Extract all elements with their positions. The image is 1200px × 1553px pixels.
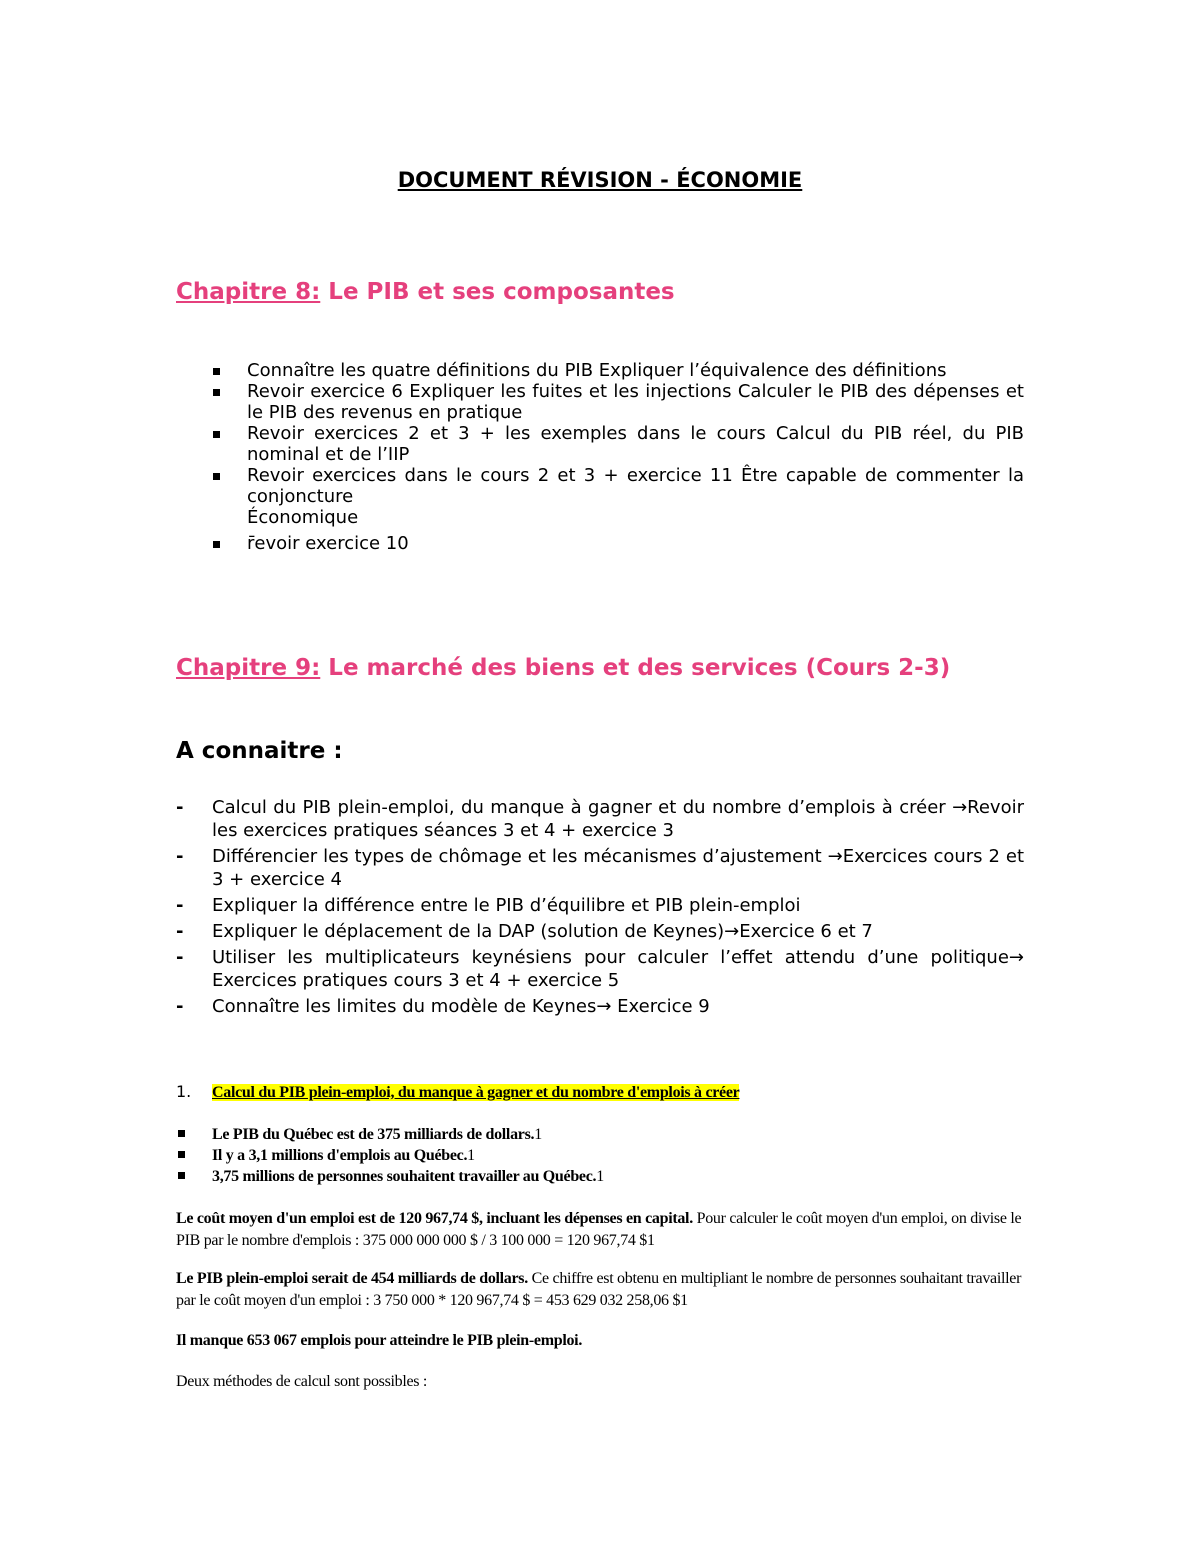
square-bullet-icon (213, 541, 220, 548)
to-know-heading: A connaitre : (176, 738, 343, 764)
dash-bullet-icon: - (176, 846, 184, 867)
square-bullet-icon (178, 1151, 185, 1158)
chapter-8-number: Chapitre 8: (176, 279, 321, 305)
list-item: - Expliquer la différence entre le PIB d’équilibre et PIB plein-emploi (176, 895, 801, 916)
section-number: 1. (176, 1082, 192, 1101)
highlighted-heading: Calcul du PIB plein-emploi, du manque à gagner et du nombre d'emplois à créer (212, 1084, 740, 1101)
square-bullet-icon (213, 431, 220, 438)
square-bullet-icon (213, 368, 220, 375)
dash-bullet-icon: - (176, 921, 184, 942)
list-item: Revoir exercices dans le cours 2 et 3 + exercice 11 Être capable de commenter la conjoncture Économique (212, 465, 1024, 528)
list-item: - Différencier les types de chômage et les mécanismes d’ajustement →Exercices cours 2 et 3 + exercice 4 (176, 846, 1024, 890)
square-bullet-icon (213, 473, 220, 480)
dash-bullet-icon: - (176, 797, 184, 818)
list-item: Revoir exercices 2 et 3 + les exemples dans le cours Calcul du PIB réel, du PIB nominal et de l’IIP (212, 423, 1024, 465)
square-bullet-icon (178, 1130, 185, 1137)
chapter-9-number: Chapitre 9: (176, 655, 321, 681)
dash-bullet-icon: - (176, 947, 184, 968)
chapter-8-list (212, 360, 1024, 554)
paragraph-cost-per-job: Le coût moyen d'un emploi est de 120 967,74 $, incluant les dépenses en capital. Pour calculer le coût moyen d'un emploi, on divise le PIB par le nombre d'emplois : 375 000 000 000 $ / 3 100 000 = 120 967,74 $1 (176, 1210, 1022, 1249)
facts-list (176, 1124, 604, 1187)
list-item: Il y a 3,1 millions d'emplois au Québec.1 (176, 1145, 604, 1166)
square-bullet-icon (213, 389, 220, 396)
chapter-9-heading (176, 655, 950, 681)
chapter-8-title: Le PIB et ses composantes (320, 279, 675, 305)
list-item: r̄evoir exercice 10 (212, 533, 1024, 554)
chapter-8-heading (176, 279, 675, 305)
paragraph-full-employment-gdp: Le PIB plein-emploi serait de 454 milliards de dollars. Ce chiffre est obtenu en multipliant le nombre de personnes souhaitant travailler par le coût moyen d'un emploi : 3 750 000 * 120 967,74 $ = 453 629 032 258,06 $1 (176, 1270, 1022, 1309)
paragraph-methods: Deux méthodes de calcul sont possibles : (176, 1373, 428, 1390)
document-title: DOCUMENT RÉVISION - ÉCONOMIE (397, 168, 803, 192)
section-1-heading (176, 1082, 739, 1102)
list-item: - Utiliser les multiplicateurs keynésiens pour calculer l’effet attendu d’une politique→ Exercices pratiques cours 3 et 4 + exercice 5 (176, 947, 1024, 991)
list-item: - Calcul du PIB plein-emploi, du manque à gagner et du nombre d’emplois à créer →Revoir les exercices pratiques séances 3 et 4 + exercice 3 (176, 797, 1024, 841)
dash-bullet-icon: - (176, 895, 184, 916)
list-item: Connaître les quatre définitions du PIB Expliquer l’équivalence des définitions (212, 360, 1024, 381)
list-item: Le PIB du Québec est de 375 milliards de dollars.1 (176, 1124, 604, 1145)
list-item: 3,75 millions de personnes souhaitent travailler au Québec.1 (176, 1166, 604, 1187)
chapter-9-list (176, 796, 1024, 1021)
paragraph-missing-jobs: Il manque 653 067 emplois pour atteindre le PIB plein-emploi. (176, 1332, 583, 1349)
list-item: - Connaître les limites du modèle de Keynes→ Exercice 9 (176, 996, 710, 1017)
dash-bullet-icon: - (176, 996, 184, 1017)
chapter-9-title: Le marché des biens et des services (Cours 2-3) (320, 655, 951, 681)
list-item: - Expliquer le déplacement de la DAP (solution de Keynes)→Exercice 6 et 7 (176, 921, 873, 942)
square-bullet-icon (178, 1172, 185, 1179)
list-item: Revoir exercice 6 Expliquer les fuites et les injections Calculer le PIB des dépenses et le PIB des revenus en pratique (212, 381, 1024, 423)
